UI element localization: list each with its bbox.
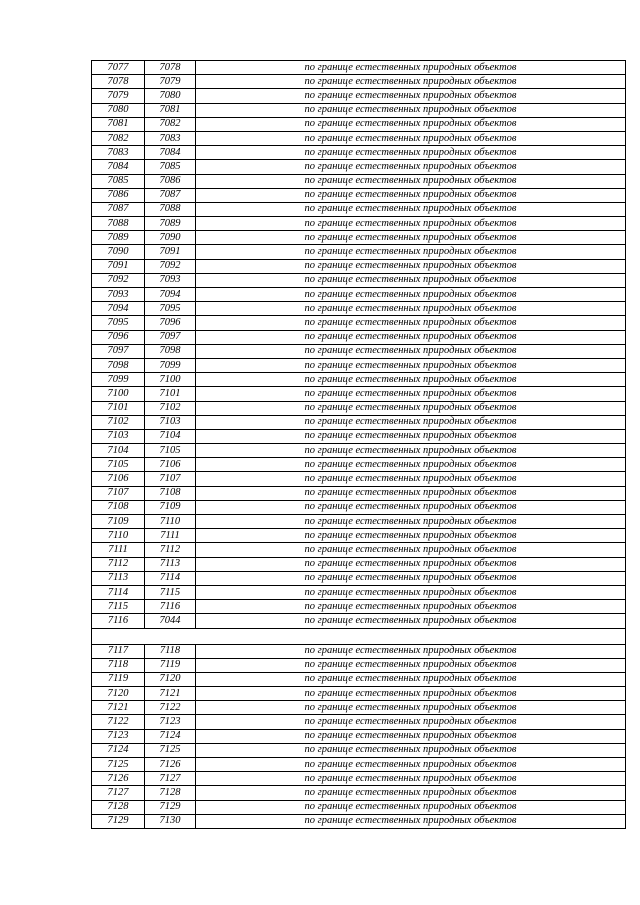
- point-to-cell: 7094: [145, 288, 196, 302]
- table-row: [92, 557, 626, 571]
- table-row: [92, 61, 626, 75]
- table-row: [92, 358, 626, 372]
- table-row: [92, 146, 626, 160]
- point-from-cell: 7108: [92, 500, 145, 514]
- point-from-cell: 7100: [92, 387, 145, 401]
- point-to-cell: 7116: [145, 600, 196, 614]
- table-row: [92, 231, 626, 245]
- boundary-description-cell: по границе естественных природных объектов: [196, 758, 626, 772]
- boundary-description-cell: по границе естественных природных объектов: [196, 373, 626, 387]
- point-from-cell: 7124: [92, 743, 145, 757]
- boundary-description-cell: по границе естественных природных объектов: [196, 131, 626, 145]
- point-to-cell: 7088: [145, 202, 196, 216]
- boundary-description-cell: по границе естественных природных объектов: [196, 89, 626, 103]
- boundary-description-cell: по границе естественных природных объектов: [196, 415, 626, 429]
- boundary-description-cell: по границе естественных природных объектов: [196, 273, 626, 287]
- boundary-description-cell: по границе естественных природных объектов: [196, 245, 626, 259]
- table-row: [92, 543, 626, 557]
- boundary-description-cell: по границе естественных природных объектов: [196, 729, 626, 743]
- table-row: [92, 273, 626, 287]
- point-to-cell: 7101: [145, 387, 196, 401]
- point-to-cell: 7044: [145, 614, 196, 628]
- table-row: [92, 330, 626, 344]
- boundary-description-cell: по границе естественных природных объектов: [196, 231, 626, 245]
- boundary-description-cell: по границе естественных природных объектов: [196, 500, 626, 514]
- point-to-cell: 7109: [145, 500, 196, 514]
- point-from-cell: 7109: [92, 515, 145, 529]
- point-to-cell: 7080: [145, 89, 196, 103]
- boundary-description-cell: по границе естественных природных объектов: [196, 330, 626, 344]
- table-row: [92, 131, 626, 145]
- point-from-cell: 7081: [92, 117, 145, 131]
- boundary-description-cell: по границе естественных природных объектов: [196, 571, 626, 585]
- point-to-cell: 7112: [145, 543, 196, 557]
- point-to-cell: 7124: [145, 729, 196, 743]
- boundary-description-cell: по границе естественных природных объектов: [196, 472, 626, 486]
- point-from-cell: 7095: [92, 316, 145, 330]
- table-row: [92, 672, 626, 686]
- table-row: [92, 658, 626, 672]
- point-to-cell: 7129: [145, 800, 196, 814]
- point-from-cell: 7086: [92, 188, 145, 202]
- point-from-cell: 7122: [92, 715, 145, 729]
- point-from-cell: 7125: [92, 758, 145, 772]
- point-from-cell: 7116: [92, 614, 145, 628]
- separator-cell: [92, 628, 626, 644]
- point-to-cell: 7102: [145, 401, 196, 415]
- boundary-description-cell: по границе естественных природных объектов: [196, 658, 626, 672]
- boundary-description-cell: по границе естественных природных объектов: [196, 188, 626, 202]
- boundary-description-cell: по границе естественных природных объектов: [196, 529, 626, 543]
- boundary-description-cell: по границе естественных природных объектов: [196, 202, 626, 216]
- point-to-cell: 7085: [145, 160, 196, 174]
- point-from-cell: 7106: [92, 472, 145, 486]
- point-from-cell: 7107: [92, 486, 145, 500]
- point-to-cell: 7107: [145, 472, 196, 486]
- table-row: [92, 117, 626, 131]
- boundary-description-cell: по границе естественных природных объектов: [196, 316, 626, 330]
- boundary-description-cell: по границе естественных природных объектов: [196, 814, 626, 828]
- boundary-description-cell: по границе естественных природных объектов: [196, 786, 626, 800]
- table-row: [92, 515, 626, 529]
- boundary-description-cell: по границе естественных природных объектов: [196, 302, 626, 316]
- point-from-cell: 7118: [92, 658, 145, 672]
- point-from-cell: 7105: [92, 458, 145, 472]
- boundary-description-cell: по границе естественных природных объектов: [196, 259, 626, 273]
- point-to-cell: 7082: [145, 117, 196, 131]
- point-from-cell: 7123: [92, 729, 145, 743]
- point-to-cell: 7079: [145, 75, 196, 89]
- table-row: [92, 687, 626, 701]
- boundary-description-cell: по границе естественных природных объектов: [196, 288, 626, 302]
- point-to-cell: 7115: [145, 585, 196, 599]
- point-from-cell: 7114: [92, 585, 145, 599]
- table-row: [92, 644, 626, 658]
- boundary-description-cell: по границе естественных природных объектов: [196, 600, 626, 614]
- table-row: [92, 373, 626, 387]
- point-to-cell: 7118: [145, 644, 196, 658]
- table-row: [92, 245, 626, 259]
- boundary-description-cell: по границе естественных природных объектов: [196, 103, 626, 117]
- boundary-description-cell: по границе естественных природных объектов: [196, 117, 626, 131]
- point-to-cell: 7105: [145, 444, 196, 458]
- boundary-description-cell: по границе естественных природных объектов: [196, 515, 626, 529]
- point-to-cell: 7125: [145, 743, 196, 757]
- point-to-cell: 7096: [145, 316, 196, 330]
- point-to-cell: 7089: [145, 217, 196, 231]
- point-from-cell: 7088: [92, 217, 145, 231]
- table-row: [92, 429, 626, 443]
- point-from-cell: 7090: [92, 245, 145, 259]
- table-row: [92, 444, 626, 458]
- point-to-cell: 7097: [145, 330, 196, 344]
- point-to-cell: 7108: [145, 486, 196, 500]
- point-from-cell: 7121: [92, 701, 145, 715]
- point-from-cell: 7120: [92, 687, 145, 701]
- point-to-cell: 7086: [145, 174, 196, 188]
- point-from-cell: 7102: [92, 415, 145, 429]
- boundary-description-cell: по границе естественных природных объектов: [196, 614, 626, 628]
- boundary-description-cell: по границе естественных природных объектов: [196, 75, 626, 89]
- point-from-cell: 7103: [92, 429, 145, 443]
- point-from-cell: 7093: [92, 288, 145, 302]
- point-from-cell: 7084: [92, 160, 145, 174]
- point-to-cell: 7123: [145, 715, 196, 729]
- point-to-cell: 7120: [145, 672, 196, 686]
- point-to-cell: 7103: [145, 415, 196, 429]
- table-row: [92, 89, 626, 103]
- table-row: [92, 259, 626, 273]
- point-from-cell: 7079: [92, 89, 145, 103]
- point-from-cell: 7082: [92, 131, 145, 145]
- boundary-points-table: [91, 60, 626, 829]
- point-from-cell: 7091: [92, 259, 145, 273]
- point-to-cell: 7091: [145, 245, 196, 259]
- boundary-description-cell: по границе естественных природных объектов: [196, 672, 626, 686]
- point-from-cell: 7117: [92, 644, 145, 658]
- table-row: [92, 529, 626, 543]
- boundary-description-cell: по границе естественных природных объектов: [196, 800, 626, 814]
- point-from-cell: 7080: [92, 103, 145, 117]
- boundary-description-cell: по границе естественных природных объектов: [196, 217, 626, 231]
- point-from-cell: 7094: [92, 302, 145, 316]
- point-to-cell: 7078: [145, 61, 196, 75]
- table-row: [92, 188, 626, 202]
- table-row: [92, 500, 626, 514]
- point-from-cell: 7085: [92, 174, 145, 188]
- boundary-description-cell: по границе естественных природных объектов: [196, 429, 626, 443]
- boundary-description-cell: по границе естественных природных объектов: [196, 486, 626, 500]
- point-to-cell: 7113: [145, 557, 196, 571]
- point-to-cell: 7119: [145, 658, 196, 672]
- table-row: [92, 316, 626, 330]
- table-row: [92, 217, 626, 231]
- point-to-cell: 7083: [145, 131, 196, 145]
- boundary-description-cell: по границе естественных природных объектов: [196, 444, 626, 458]
- boundary-description-cell: по границе естественных природных объектов: [196, 401, 626, 415]
- point-to-cell: 7126: [145, 758, 196, 772]
- table-row: [92, 288, 626, 302]
- point-from-cell: 7097: [92, 344, 145, 358]
- point-from-cell: 7077: [92, 61, 145, 75]
- point-from-cell: 7101: [92, 401, 145, 415]
- point-to-cell: 7122: [145, 701, 196, 715]
- point-from-cell: 7129: [92, 814, 145, 828]
- point-from-cell: 7087: [92, 202, 145, 216]
- table-row: [92, 344, 626, 358]
- table-row: [92, 800, 626, 814]
- point-from-cell: 7078: [92, 75, 145, 89]
- table-row: [92, 715, 626, 729]
- boundary-description-cell: по границе естественных природных объектов: [196, 743, 626, 757]
- table-row: [92, 160, 626, 174]
- boundary-description-cell: по границе естественных природных объектов: [196, 146, 626, 160]
- point-to-cell: 7130: [145, 814, 196, 828]
- table-row: [92, 758, 626, 772]
- table-row: [92, 75, 626, 89]
- point-to-cell: 7098: [145, 344, 196, 358]
- table-row: [92, 486, 626, 500]
- boundary-description-cell: по границе естественных природных объектов: [196, 160, 626, 174]
- table-row: [92, 600, 626, 614]
- table-row: [92, 472, 626, 486]
- table-row: [92, 202, 626, 216]
- boundary-description-cell: по границе естественных природных объектов: [196, 543, 626, 557]
- point-from-cell: 7115: [92, 600, 145, 614]
- point-to-cell: 7127: [145, 772, 196, 786]
- point-from-cell: 7092: [92, 273, 145, 287]
- table-row: [92, 415, 626, 429]
- boundary-description-cell: по границе естественных природных объектов: [196, 772, 626, 786]
- table-row: [92, 729, 626, 743]
- table-row: [92, 585, 626, 599]
- point-from-cell: 7113: [92, 571, 145, 585]
- point-from-cell: 7098: [92, 358, 145, 372]
- point-from-cell: 7128: [92, 800, 145, 814]
- table-row: [92, 772, 626, 786]
- point-from-cell: 7111: [92, 543, 145, 557]
- boundary-description-cell: по границе естественных природных объектов: [196, 644, 626, 658]
- boundary-description-cell: по границе естественных природных объектов: [196, 174, 626, 188]
- table-row: [92, 174, 626, 188]
- section-separator-row: [92, 628, 626, 644]
- point-from-cell: 7127: [92, 786, 145, 800]
- point-to-cell: 7114: [145, 571, 196, 585]
- table-row: [92, 701, 626, 715]
- boundary-description-cell: по границе естественных природных объектов: [196, 585, 626, 599]
- point-from-cell: 7119: [92, 672, 145, 686]
- point-to-cell: 7100: [145, 373, 196, 387]
- boundary-description-cell: по границе естественных природных объектов: [196, 387, 626, 401]
- point-to-cell: 7111: [145, 529, 196, 543]
- point-to-cell: 7099: [145, 358, 196, 372]
- table-row: [92, 103, 626, 117]
- table-body: [92, 61, 626, 829]
- point-to-cell: 7090: [145, 231, 196, 245]
- boundary-description-cell: по границе естественных природных объектов: [196, 557, 626, 571]
- point-from-cell: 7104: [92, 444, 145, 458]
- boundary-description-cell: по границе естественных природных объектов: [196, 701, 626, 715]
- point-from-cell: 7110: [92, 529, 145, 543]
- table-row: [92, 401, 626, 415]
- boundary-description-cell: по границе естественных природных объектов: [196, 344, 626, 358]
- table-row: [92, 302, 626, 316]
- point-from-cell: 7126: [92, 772, 145, 786]
- boundary-description-cell: по границе естественных природных объектов: [196, 715, 626, 729]
- table-row: [92, 743, 626, 757]
- point-from-cell: 7083: [92, 146, 145, 160]
- boundary-description-cell: по границе естественных природных объектов: [196, 358, 626, 372]
- point-to-cell: 7110: [145, 515, 196, 529]
- table-row: [92, 614, 626, 628]
- point-to-cell: 7128: [145, 786, 196, 800]
- point-to-cell: 7081: [145, 103, 196, 117]
- point-from-cell: 7099: [92, 373, 145, 387]
- point-to-cell: 7095: [145, 302, 196, 316]
- point-from-cell: 7096: [92, 330, 145, 344]
- point-to-cell: 7106: [145, 458, 196, 472]
- point-to-cell: 7092: [145, 259, 196, 273]
- boundary-description-cell: по границе естественных природных объектов: [196, 687, 626, 701]
- table-row: [92, 571, 626, 585]
- boundary-description-cell: по границе естественных природных объектов: [196, 458, 626, 472]
- table-row: [92, 458, 626, 472]
- table-row: [92, 786, 626, 800]
- point-to-cell: 7087: [145, 188, 196, 202]
- point-to-cell: 7121: [145, 687, 196, 701]
- boundary-description-cell: по границе естественных природных объектов: [196, 61, 626, 75]
- point-to-cell: 7104: [145, 429, 196, 443]
- table-row: [92, 814, 626, 828]
- table-row: [92, 387, 626, 401]
- point-to-cell: 7084: [145, 146, 196, 160]
- point-from-cell: 7112: [92, 557, 145, 571]
- point-to-cell: 7093: [145, 273, 196, 287]
- point-from-cell: 7089: [92, 231, 145, 245]
